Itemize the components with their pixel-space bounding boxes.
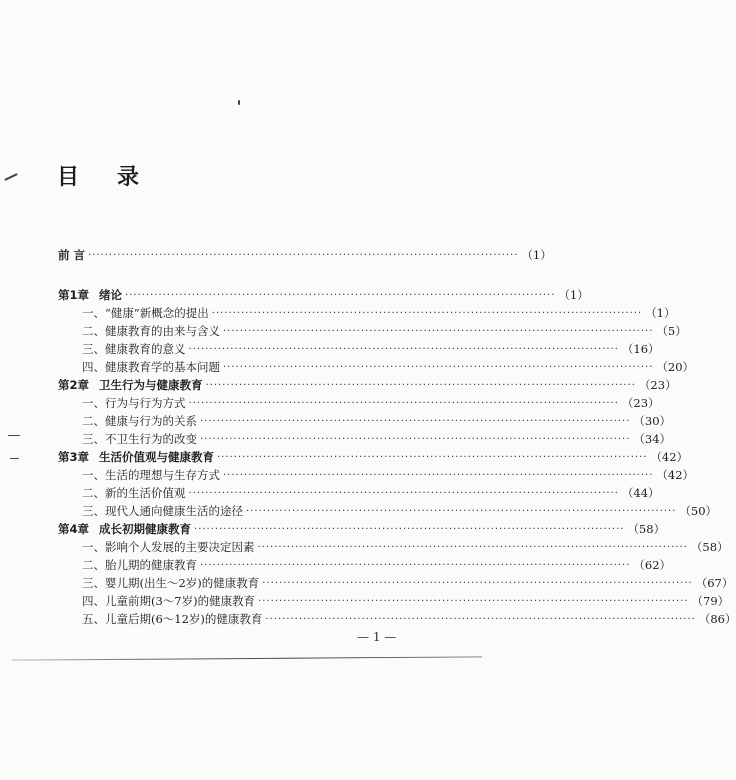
toc-section — [82, 340, 660, 357]
toc-section — [82, 322, 687, 339]
toc-section — [82, 610, 736, 627]
leader-dots: ······································································································· — [200, 560, 631, 571]
section-title: 四、健康教育学的基本问题 — [82, 360, 220, 374]
leader-dots: ······································································································· — [223, 470, 654, 481]
toc-page: （1） — [521, 248, 552, 262]
leader-dots: ······································································································· — [217, 452, 648, 463]
leader-dots: ······································································································· — [188, 488, 619, 499]
toc-page: （20） — [656, 360, 695, 374]
toc-page: （44） — [621, 486, 660, 500]
leader-dots: ······································································································· — [194, 524, 625, 535]
toc-page: （58） — [627, 522, 666, 536]
leader-dots: ······································································································· — [223, 326, 654, 337]
toc-entry-preface — [58, 246, 552, 263]
page-number: — 1 — — [357, 630, 397, 644]
toc-section — [82, 394, 660, 411]
scan-speck — [8, 435, 20, 436]
toc-page: （5） — [656, 324, 687, 338]
toc-page: （23） — [621, 396, 660, 410]
section-title: 四、儿童前期(3～7岁)的健康教育 — [82, 594, 256, 608]
scan-speck — [238, 100, 240, 105]
leader-dots: ······································································································· — [257, 542, 688, 553]
chapter-number: 第2章 — [58, 378, 90, 392]
section-title: 五、儿童后期(6～12岁)的健康教育 — [82, 612, 263, 626]
leader-dots: ······································································································· — [246, 506, 677, 517]
toc-chapter — [58, 448, 689, 465]
section-title: 一、生活的理想与生存方式 — [82, 468, 220, 482]
toc-section — [82, 574, 734, 591]
section-title: 二、新的生活价值观 — [82, 486, 186, 500]
toc-page: （34） — [633, 432, 672, 446]
toc-page: （86） — [698, 612, 736, 626]
chapter-number: 第3章 — [58, 450, 90, 464]
toc-chapter — [58, 520, 666, 537]
toc-page: （1） — [645, 306, 676, 320]
chapter-title: 生活价值观与健康教育 — [99, 450, 215, 464]
section-title: 一、行为与行为方式 — [82, 396, 186, 410]
leader-dots: ······································································································· — [258, 596, 689, 607]
toc-chapter — [58, 376, 677, 393]
section-title: 三、不卫生行为的改变 — [82, 432, 197, 446]
leader-dots: ······································································································· — [200, 434, 631, 445]
toc-section — [82, 430, 672, 447]
leader-dots: ······································································································· — [88, 250, 519, 261]
section-title: 二、健康与行为的关系 — [82, 414, 197, 428]
leader-dots: ······································································································· — [125, 290, 556, 301]
section-title: 二、健康教育的由来与含义 — [82, 324, 220, 338]
page-title — [57, 160, 139, 191]
toc-page: （58） — [690, 540, 729, 554]
toc-section — [82, 412, 672, 429]
leader-dots: ······································································································· — [211, 308, 643, 319]
toc-page: （62） — [633, 558, 672, 572]
toc-section — [82, 592, 730, 609]
toc-page: （42） — [656, 468, 695, 482]
leader-dots: ······································································································· — [223, 362, 654, 373]
toc-page: （23） — [638, 378, 677, 392]
toc-page: （67） — [695, 576, 734, 590]
toc-section — [82, 304, 676, 321]
toc-section — [82, 358, 695, 375]
toc-page: （42） — [650, 450, 689, 464]
toc-page: （79） — [691, 594, 730, 608]
toc-section — [82, 538, 729, 555]
scan-speck — [4, 173, 18, 181]
toc-section — [82, 466, 695, 483]
section-title: 一、“健康”新概念的提出 — [82, 306, 209, 320]
chapter-title: 卫生行为与健康教育 — [99, 378, 203, 392]
toc-page: （16） — [621, 342, 660, 356]
leader-dots: ······································································································· — [205, 380, 636, 391]
section-title: 三、现代人通向健康生活的途径 — [82, 504, 243, 518]
scan-speck — [10, 458, 19, 459]
chapter-number: 第4章 — [58, 522, 90, 536]
section-title: 三、婴儿期(出生～2岁)的健康教育 — [82, 576, 260, 590]
toc-label: 前 言 — [58, 248, 86, 262]
title-char-2: 录 — [117, 165, 140, 190]
toc-section — [82, 556, 672, 573]
toc-page: （50） — [679, 504, 718, 518]
section-title: 一、影响个人发展的主要决定因素 — [82, 540, 255, 554]
toc-section — [82, 502, 718, 519]
section-title: 三、健康教育的意义 — [82, 342, 186, 356]
leader-dots: ······································································································· — [265, 614, 696, 625]
leader-dots: ······································································································· — [188, 344, 619, 355]
chapter-number: 第1章 — [58, 288, 90, 302]
chapter-title: 成长初期健康教育 — [99, 522, 192, 536]
leader-dots: ······································································································· — [188, 398, 619, 409]
scan-edge-line — [12, 656, 482, 660]
title-char-1: 目 — [57, 165, 80, 190]
leader-dots: ······································································································· — [200, 416, 631, 427]
toc-page: （1） — [558, 288, 589, 302]
toc-section — [82, 484, 660, 501]
leader-dots: ······································································································· — [262, 578, 693, 589]
toc-page: （30） — [633, 414, 672, 428]
section-title: 二、胎儿期的健康教育 — [82, 558, 197, 572]
chapter-title: 绪论 — [99, 288, 123, 302]
toc-chapter — [58, 286, 589, 303]
